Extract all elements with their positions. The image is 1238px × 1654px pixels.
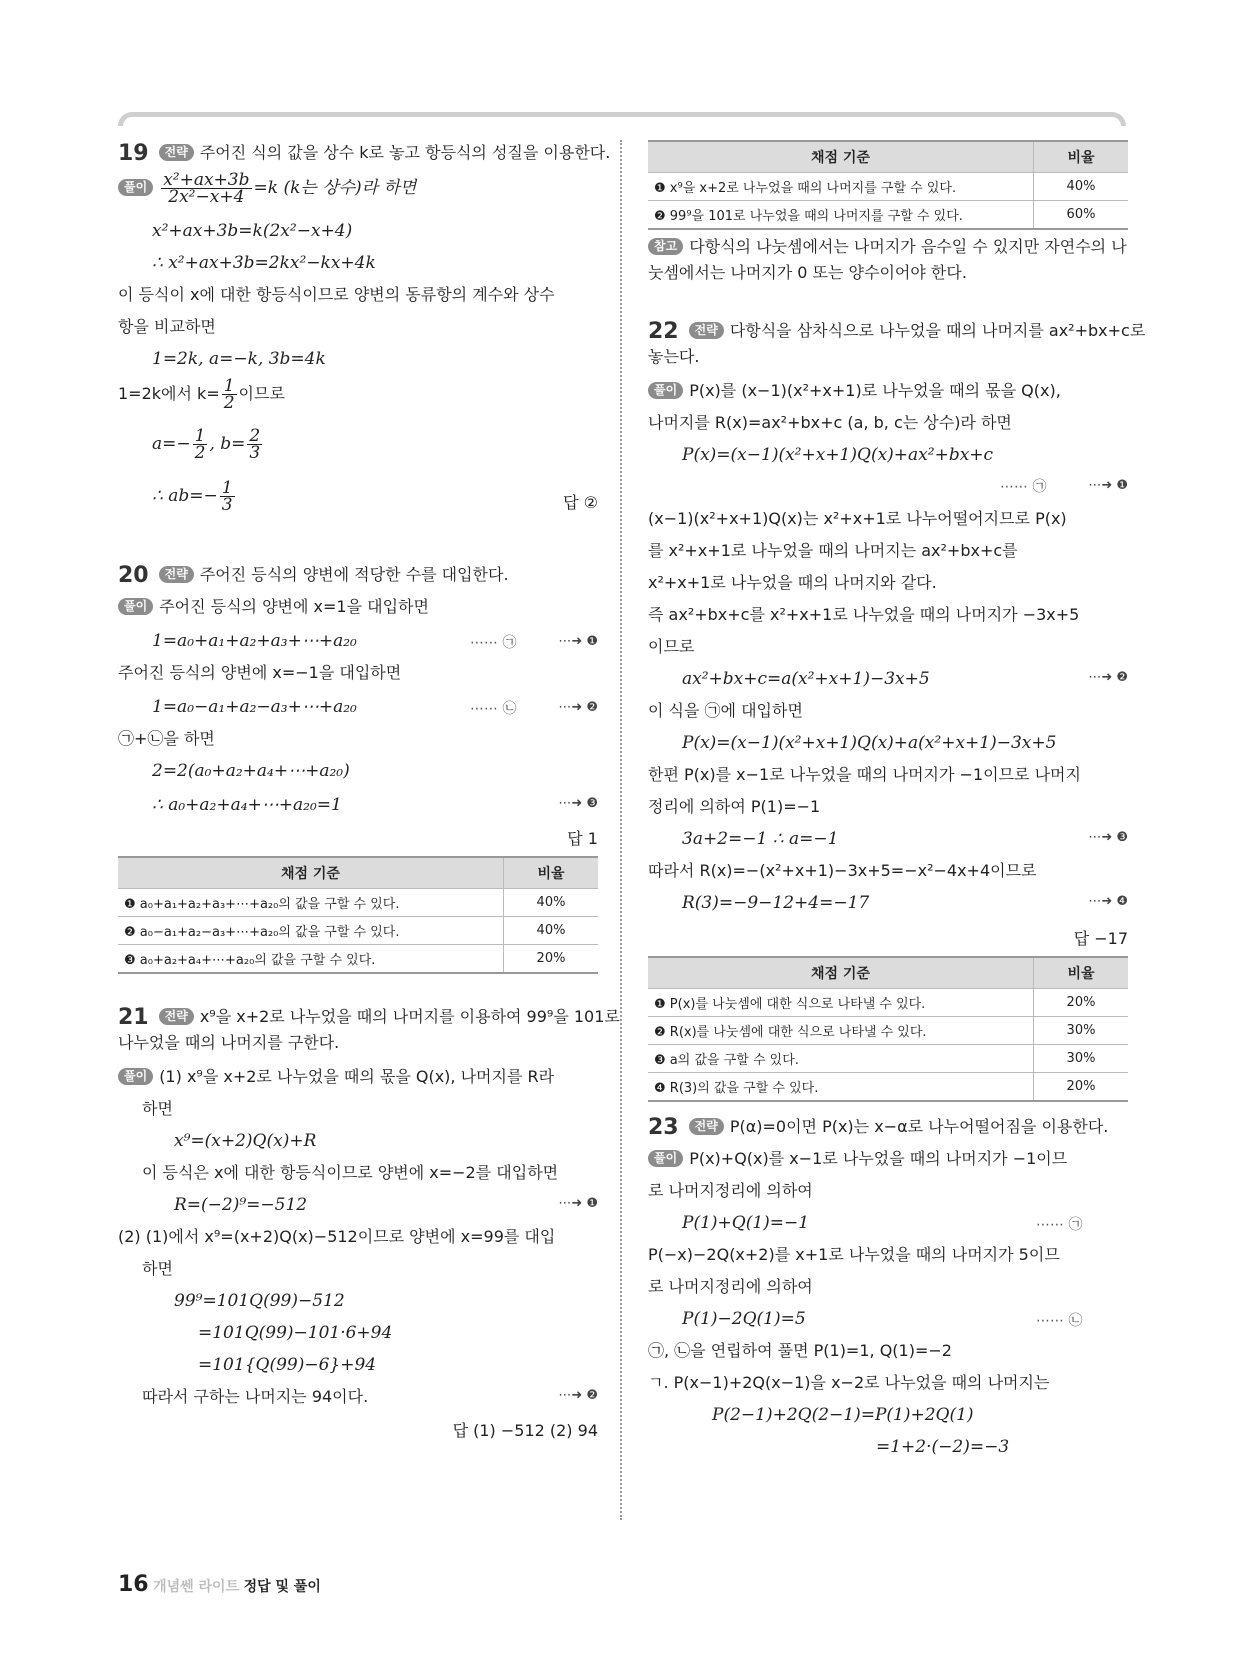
q20-ref1: ⋯⋯ ㉠: [470, 635, 517, 651]
q20-grading-table: [118, 856, 598, 974]
table-cell: 40%: [504, 889, 599, 917]
table-cell: ❸ a₀+a₂+a₄+⋯+a₂₀의 값을 구할 수 있다.: [118, 945, 504, 974]
table-cell: 40%: [1034, 173, 1129, 201]
note-line1: [648, 236, 1127, 258]
q19-eq4-a: a=−: [152, 434, 191, 454]
q22-text9: 한편 P(x)를 x−1로 나누었을 때의 나머지가 −1이므로 나머지: [648, 765, 1081, 784]
solution-badge: 풀이: [118, 598, 153, 615]
table-header-criteria: 채점 기준: [648, 141, 1034, 173]
q21-text1-body: (1) x⁹을 x+2로 나누었을 때의 몫을 Q(x), 나머지를 R라: [159, 1067, 555, 1086]
strategy-badge: 전략: [159, 566, 194, 583]
q23-eq4: =1+2·(−2)=−3: [876, 1437, 1010, 1457]
q19-fraction-denominator: 2x²−x+4: [168, 187, 245, 207]
table-cell: ❷ a₀−a₁+a₂−a₃+⋯+a₂₀의 값을 구할 수 있다.: [118, 917, 504, 945]
q19-answer: 답 ②: [563, 493, 598, 512]
q23-text1: [648, 1148, 1067, 1170]
page-footer: [118, 1572, 321, 1597]
q21-text2: 이 등식은 x에 대한 항등식이므로 양변에 x=−2를 대입하면: [142, 1163, 559, 1182]
q21-eq4: =101Q(99)−101·6+94: [198, 1323, 393, 1343]
table-cell: ❷ R(x)를 나눗셈에 대한 식으로 나타낼 수 있다.: [648, 1017, 1034, 1045]
solution-badge: 풀이: [648, 382, 683, 399]
q21-strategy1: x⁹을 x+2로 나누었을 때의 나머지를 이용하여 99⁹을 101로: [199, 1007, 620, 1026]
q19-header: [118, 142, 610, 165]
q21-eq2: R=(−2)⁹=−512: [174, 1195, 308, 1215]
q22-text2: 나머지를 R(x)=ax²+bx+c (a, b, c는 상수)라 하면: [648, 413, 1012, 432]
q22-grading-table: [648, 956, 1128, 1102]
table-cell: 40%: [504, 917, 599, 945]
q22-eq5: R(3)=−9−12+4=−17: [682, 893, 870, 913]
q22-eq4: 3a+2=−1 ∴ a=−1: [682, 829, 839, 849]
q22-ref1: ⋯⋯ ㉠: [1000, 479, 1047, 495]
frac-num: 1: [223, 376, 235, 396]
q20-text1-body: 주어진 등식의 양변에 x=1을 대입하면: [159, 597, 429, 616]
strategy-badge: 전략: [159, 1008, 194, 1025]
q23-text2: 로 나머지정리에 의하여: [648, 1181, 813, 1200]
q22-text8: 이 식을 ㉠에 대입하면: [648, 701, 803, 720]
q22-eq3: P(x)=(x−1)(x²+x+1)Q(x)+a(x²+x+1)−3x+5: [682, 733, 1057, 753]
q23-eq2: P(1)−2Q(1)=5: [682, 1309, 806, 1329]
solution-badge: 풀이: [118, 1068, 153, 1085]
q20-eq1: 1=a₀+a₁+a₂+a₃+⋯+a₂₀: [152, 631, 357, 651]
table-row: [648, 1017, 1128, 1045]
page-number: 16: [118, 1572, 149, 1597]
q21-text4: 따라서 구하는 나머지는 94이다.: [142, 1387, 369, 1406]
q23-ref1: ⋯⋯ ㉠: [1036, 1217, 1083, 1233]
table-header-ratio: 비율: [504, 857, 599, 889]
q20-answer: 답 1: [567, 829, 598, 848]
frac-num: 1: [221, 478, 233, 498]
note-line2: 눗셈에서는 나머지가 0 또는 양수이어야 한다.: [648, 263, 967, 282]
frac-num: 2: [249, 426, 261, 446]
q21-text3: (2) (1)에서 x⁹=(x+2)Q(x)−512이므로 양변에 x=99를 대입: [118, 1227, 556, 1246]
q20-text2: 주어진 등식의 양변에 x=−1을 대입하면: [118, 663, 402, 682]
table-cell: ❸ a의 값을 구할 수 있다.: [648, 1045, 1034, 1073]
q21-mark2: ⋯➜ ❷: [558, 1388, 598, 1403]
top-frame-bar: [118, 112, 1126, 126]
q20-header: [118, 564, 509, 587]
q19-eq5: [152, 480, 237, 513]
table-header-ratio: 비율: [1034, 957, 1129, 989]
solution-badge: 풀이: [648, 1150, 683, 1167]
q22-number: 22: [648, 319, 679, 344]
table-row: [648, 1045, 1128, 1073]
table-cell: ❹ R(3)의 값을 구할 수 있다.: [648, 1073, 1034, 1102]
q19-eq1: x²+ax+3b=k(2x²−x+4): [152, 221, 353, 241]
q19-text3-a: 1=2k에서 k=: [118, 384, 220, 403]
q20-eq4: ∴ a₀+a₂+a₄+⋯+a₂₀=1: [152, 795, 342, 815]
table-cell: 30%: [1034, 1017, 1129, 1045]
q22-mark2: ⋯➜ ❷: [1088, 670, 1128, 685]
q21-grading-table: [648, 140, 1128, 230]
q22-text4: 를 x²+x+1로 나누었을 때의 나머지는 ax²+bx+c를: [648, 541, 1018, 560]
column-divider: [620, 140, 622, 1520]
frac-den: 2: [194, 443, 206, 463]
table-cell: 20%: [504, 945, 599, 974]
q21-eq3: 99⁹=101Q(99)−512: [174, 1291, 345, 1311]
q19-eq2: ∴ x²+ax+3b=2kx²−kx+4k: [152, 253, 376, 273]
q22-mark3: ⋯➜ ❸: [1088, 830, 1128, 845]
q19-eq4: [152, 428, 264, 461]
q21-strategy2: 나누었을 때의 나머지를 구한다.: [118, 1033, 340, 1052]
q23-ref2: ⋯⋯ ㉡: [1036, 1313, 1083, 1329]
q22-eq2: ax²+bx+c=a(x²+x+1)−3x+5: [682, 669, 930, 689]
table-cell: ❷ 99⁹을 101로 나누었을 때의 나머지를 구할 수 있다.: [648, 201, 1034, 230]
table-row: [648, 989, 1128, 1017]
q19-eq5-a: ∴ ab=−: [152, 486, 218, 506]
q20-eq3: 2=2(a₀+a₂+a₄+⋯+a₂₀): [152, 761, 350, 781]
table-row: [118, 917, 598, 945]
q19-line1-tail: =k (k는 상수)라 하면: [253, 178, 417, 198]
q21-header: [118, 1006, 620, 1029]
q22-text1-body: P(x)를 (x−1)(x²+x+1)로 나누었을 때의 몫을 Q(x),: [689, 381, 1061, 400]
q22-text6: 즉 ax²+bx+c를 x²+x+1로 나누었을 때의 나머지가 −3x+5: [648, 605, 1080, 624]
table-row: [648, 1073, 1128, 1102]
q22-text11: 따라서 R(x)=−(x²+x+1)−3x+5=−x²−4x+4이므로: [648, 861, 1037, 880]
q19-strategy: 주어진 식의 값을 상수 k로 놓고 항등식의 성질을 이용한다.: [199, 143, 611, 162]
q20-strategy: 주어진 등식의 양변에 적당한 수를 대입한다.: [199, 565, 509, 584]
q20-text1: [118, 596, 429, 618]
q22-text10: 정리에 의하여 P(1)=−1: [648, 797, 821, 816]
table-cell: ❶ a₀+a₁+a₂+a₃+⋯+a₂₀의 값을 구할 수 있다.: [118, 889, 504, 917]
q23-text4: 로 나머지정리에 의하여: [648, 1277, 813, 1296]
q22-strategy2: 놓는다.: [648, 347, 700, 366]
frac-den: 3: [249, 443, 261, 463]
q21-mark1: ⋯➜ ❶: [558, 1196, 598, 1211]
q21-eq1: x⁹=(x+2)Q(x)+R: [174, 1131, 317, 1151]
q19-text1: 이 등식이 x에 대한 항등식이므로 양변의 동류항의 계수와 상수: [118, 285, 555, 304]
q22-answer: 답 −17: [1073, 929, 1128, 948]
table-cell: 20%: [1034, 1073, 1129, 1102]
strategy-badge: 전략: [159, 144, 194, 161]
table-row: [118, 945, 598, 974]
section-title: 정답 및 풀이: [243, 1579, 321, 1595]
q22-text3: (x−1)(x²+x+1)Q(x)는 x²+x+1로 나누어떨어지므로 P(x): [648, 509, 1067, 528]
q23-strategy: P(α)=0이면 P(x)는 x−α로 나누어떨어짐을 이용한다.: [729, 1117, 1109, 1136]
table-cell: 20%: [1034, 989, 1129, 1017]
q22-mark4: ⋯➜ ❹: [1088, 894, 1128, 909]
solution-badge: 풀이: [118, 179, 153, 196]
q22-header: [648, 320, 1145, 343]
q19-fraction-numerator: x²+ax+3b: [163, 170, 250, 190]
table-row: [118, 889, 598, 917]
table-cell: ❶ x⁹을 x+2로 나누었을 때의 나머지를 구할 수 있다.: [648, 173, 1034, 201]
strategy-badge: 전략: [689, 322, 724, 339]
q20-mark2: ⋯➜ ❷: [558, 700, 598, 715]
q20-mark1: ⋯➜ ❶: [558, 634, 598, 649]
q23-header: [648, 1116, 1108, 1139]
q22-text5: x²+x+1로 나누었을 때의 나머지와 같다.: [648, 573, 937, 592]
strategy-badge: 전략: [689, 1118, 724, 1135]
q19-eq3: 1=2k, a=−k, 3b=4k: [152, 349, 326, 369]
q22-text7: 이므로: [648, 637, 695, 656]
q22-mark1: ⋯➜ ❶: [1088, 478, 1128, 493]
q23-text3: P(−x)−2Q(x+2)를 x+1로 나누었을 때의 나머지가 5이므: [648, 1245, 1060, 1264]
q20-number: 20: [118, 563, 149, 588]
q23-eq3: P(2−1)+2Q(2−1)=P(1)+2Q(1): [712, 1405, 974, 1425]
q23-number: 23: [648, 1115, 679, 1140]
q19-text3: [118, 378, 285, 411]
q19-number: 19: [118, 141, 149, 166]
q19-eq4-b: , b=: [209, 434, 246, 454]
table-cell: ❶ P(x)를 나눗셈에 대한 식으로 나타낼 수 있다.: [648, 989, 1034, 1017]
q19-text3-b: 이므로: [238, 384, 285, 403]
frac-den: 3: [221, 495, 233, 515]
q20-mark3: ⋯➜ ❸: [558, 796, 598, 811]
q20-text3: ㉠+㉡을 하면: [118, 729, 215, 748]
q22-text1: [648, 380, 1061, 402]
q23-text6: ㄱ. P(x−1)+2Q(x−1)을 x−2로 나누었을 때의 나머지는: [648, 1373, 1050, 1392]
frac-num: 1: [194, 426, 206, 446]
q21-text1: [118, 1066, 554, 1088]
table-cell: 60%: [1034, 201, 1129, 230]
table-header-criteria: 채점 기준: [118, 857, 504, 889]
note-badge: 참고: [648, 238, 683, 255]
q23-text5: ㉠, ㉡을 연립하여 풀면 P(1)=1, Q(1)=−2: [648, 1341, 952, 1360]
q21-answer: 답 (1) −512 (2) 94: [452, 1421, 598, 1440]
q21-text3b: 하면: [142, 1259, 173, 1278]
table-header-criteria: 채점 기준: [648, 957, 1034, 989]
q22-eq1: P(x)=(x−1)(x²+x+1)Q(x)+ax²+bx+c: [682, 445, 994, 465]
q23-eq1: P(1)+Q(1)=−1: [682, 1213, 810, 1233]
q21-number: 21: [118, 1005, 149, 1030]
table-row: [648, 201, 1128, 230]
q23-text1-body: P(x)+Q(x)를 x−1로 나누었을 때의 나머지가 −1이므: [689, 1149, 1068, 1168]
q22-strategy1: 다항식을 삼차식으로 나누었을 때의 나머지를 ax²+bx+c로: [729, 321, 1146, 340]
book-name: 개념쎈 라이트: [153, 1579, 240, 1595]
q19-line1: [118, 172, 416, 205]
q20-ref2: ⋯⋯ ㉡: [470, 701, 517, 717]
note-line1-body: 다항식의 나눗셈에서는 나머지가 음수일 수 있지만 자연수의 나: [689, 237, 1127, 256]
table-row: [648, 173, 1128, 201]
frac-den: 2: [223, 393, 235, 413]
q21-eq5: =101{Q(99)−6}+94: [198, 1355, 377, 1375]
q19-text2: 항을 비교하면: [118, 317, 216, 336]
q20-eq2: 1=a₀−a₁+a₂−a₃+⋯+a₂₀: [152, 697, 357, 717]
table-header-ratio: 비율: [1034, 141, 1129, 173]
q21-text1b: 하면: [142, 1099, 173, 1118]
table-cell: 30%: [1034, 1045, 1129, 1073]
